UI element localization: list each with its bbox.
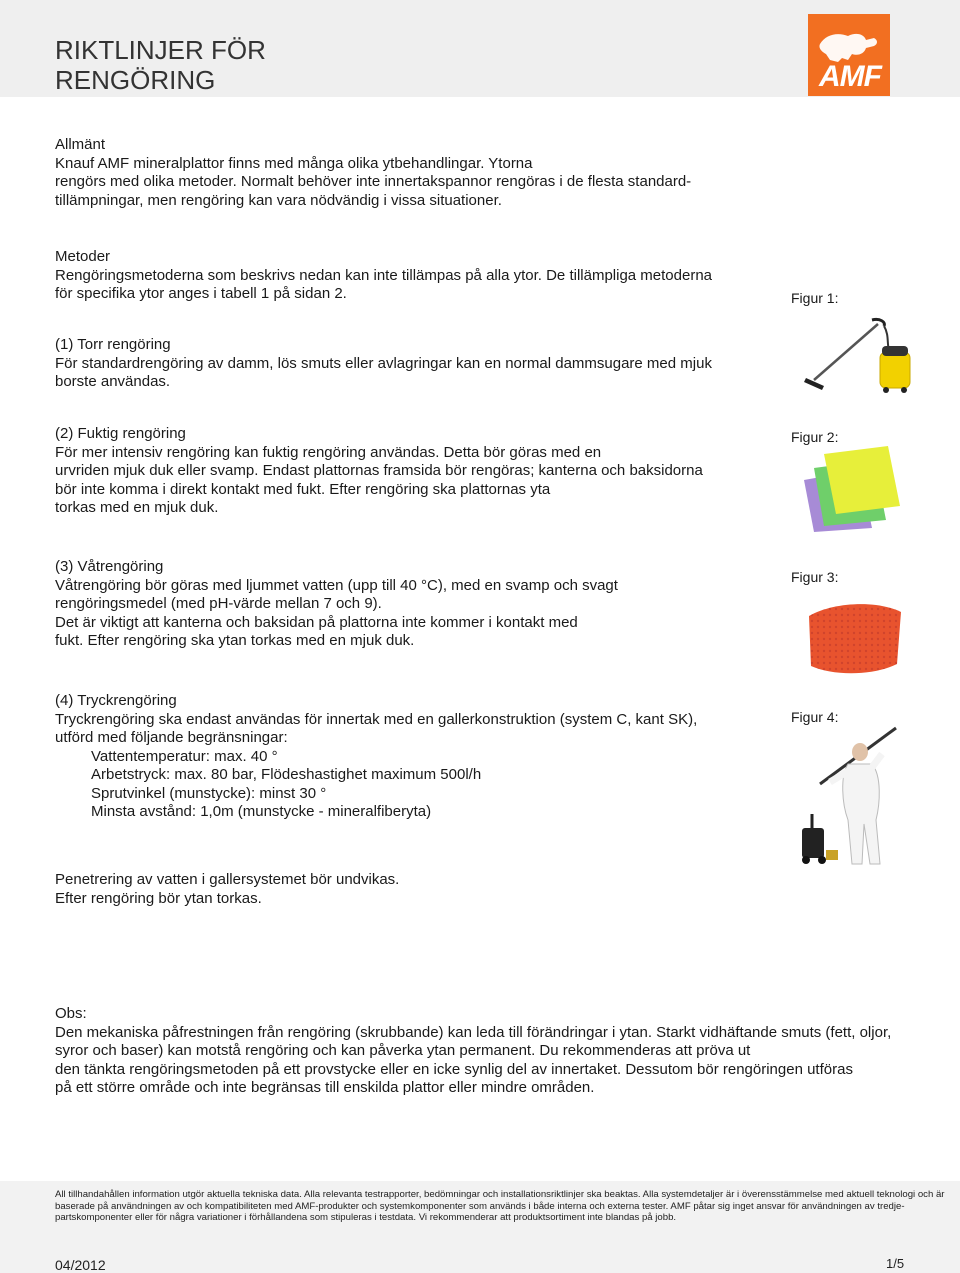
- section-heading: (2) Fuktig rengöring: [55, 425, 186, 442]
- section-dry-cleaning: [55, 336, 775, 392]
- text-line: För mer intensiv rengöring kan fuktig rengöring användas. Detta bör göras med en: [55, 443, 602, 461]
- limit-item: Vattentemperatur: max. 40 °: [91, 747, 278, 765]
- section-general: [55, 136, 775, 210]
- section-wet-cleaning: [55, 558, 775, 651]
- text-line: den tänkta rengöringsmetoden på ett provstycke eller en icke synlig del av innertaket. Dessutom bör rengöringen utföras: [55, 1060, 853, 1078]
- text-line: För standardrengöring av damm, lös smuts eller avlagringar kan en normal dammsugare med mjuk: [55, 354, 712, 372]
- text-line: Den mekaniska påfrestningen från rengöring (skrubbande) kan leda till förändringar i ytan. Starkt vidhäftande smuts (fett, oljor,: [55, 1023, 892, 1041]
- text-line: bör inte komma i direkt kontakt med fukt. Efter rengöring ska plattornas yta: [55, 480, 551, 498]
- footer-disclaimer: All tillhandahållen information utgör aktuella tekniska data. Alla relevanta testrapporter, bedömningar och installationsriktlinjer ska beaktas. Alla systemdetaljer är i överensstämmelse med aktuell teknologi och är baserade på användningen av och kompatibiliteten med AMF-produkter och systemkomponenter som används i både interna och externa tester. AMF påtar sig inget ansvar för användningen av tredje-partskomponenter eller för några variationer i förhållandena som stipuleras i testdata. Vi rekommenderar att produktsortiment inte blandas på jobb.: [55, 1189, 945, 1223]
- figure-1-label: Figur 1:: [791, 290, 839, 306]
- vacuum-cleaner-image: [800, 316, 915, 396]
- text-line: på ett större område och inte begränsas till enskilda plattor eller mindre områden.: [55, 1079, 595, 1096]
- limit-item: Sprutvinkel (munstycke): minst 30 °: [91, 784, 327, 802]
- page-title-line-1: RIKTLINJER FÖR: [55, 35, 266, 65]
- text-line: torkas med en mjuk duk.: [55, 499, 219, 516]
- text-line: utförd med följande begränsningar:: [55, 729, 288, 746]
- figure-2-label: Figur 2:: [791, 429, 839, 445]
- pressure-washer-image: [790, 724, 910, 866]
- page-title-line-2: RENGÖRING: [55, 65, 216, 95]
- page-number: 1/5: [886, 1256, 905, 1271]
- text-line: urvriden mjuk duk eller svamp. Endast plattornas framsida bör rengöras; kanterna och baksidorna: [55, 462, 703, 479]
- section-heading: (3) Våtrengöring: [55, 558, 164, 575]
- section-note: [55, 1005, 955, 1098]
- text-line: rengöringsmedel (med pH-värde mellan 7 och 9).: [55, 595, 382, 612]
- section-penetration: [55, 871, 775, 908]
- text-line: Det är viktigt att kanterna och baksidan på plattorna inte kommer i kontakt med: [55, 613, 578, 631]
- text-line: Efter rengöring bör ytan torkas.: [55, 889, 262, 907]
- amf-logo: [808, 14, 890, 96]
- text-line: Tryckrengöring ska endast användas för innertak med en gallerkonstruktion (system C, kant SK),: [55, 710, 698, 728]
- text-line: Penetrering av vatten i gallersystemet bör undvikas.: [55, 871, 400, 888]
- page-title: [55, 35, 266, 95]
- limit-item: Arbetstryck: max. 80 bar, Flödeshastighet maximum 500l/h: [91, 766, 482, 783]
- limit-item: Minsta avstånd: 1,0m (munstycke - mineralfiberyta): [91, 803, 432, 820]
- figure-3-label: Figur 3:: [791, 569, 839, 585]
- footer-date: 04/2012: [55, 1257, 106, 1273]
- sponge-image: [803, 594, 907, 678]
- section-heading: Obs:: [55, 1005, 87, 1022]
- text-line: borste användas.: [55, 373, 171, 390]
- text-line: Våtrengöring bör göras med ljummet vatten (upp till 40 °C), med en svamp och svagt: [55, 576, 618, 594]
- section-heading: Metoder: [55, 248, 111, 265]
- section-heading: (1) Torr rengöring: [55, 336, 171, 353]
- text-line: Rengöringsmetoderna som beskrivs nedan kan inte tillämpas på alla ytor. De tillämpliga metoderna: [55, 266, 713, 284]
- text-line: fukt. Efter rengöring ska ytan torkas med en mjuk duk.: [55, 632, 415, 649]
- text-line: syror och baser) kan motstå rengöring och kan påverka ytan permanent. Du rekommenderas att pröva ut: [55, 1042, 751, 1059]
- text-line: för specifika ytor anges i tabell 1 på sidan 2.: [55, 285, 347, 302]
- section-damp-cleaning: [55, 425, 775, 518]
- figure-4-label: Figur 4:: [791, 709, 839, 725]
- section-pressure-cleaning: [55, 692, 775, 822]
- text-line: rengörs med olika metoder. Normalt behöver inte innertakspannor rengöras i de flesta standard-: [55, 173, 692, 190]
- text-line: tillämpningar, men rengöring kan vara nödvändig i vissa situationer.: [55, 191, 502, 209]
- section-methods: [55, 248, 785, 304]
- logo-text: AMF: [819, 60, 881, 93]
- section-heading: Allmänt: [55, 136, 106, 153]
- section-heading: (4) Tryckrengöring: [55, 692, 177, 709]
- text-line: Knauf AMF mineralplattor finns med många olika ytbehandlingar. Ytorna: [55, 154, 533, 172]
- cloths-image: [800, 440, 910, 532]
